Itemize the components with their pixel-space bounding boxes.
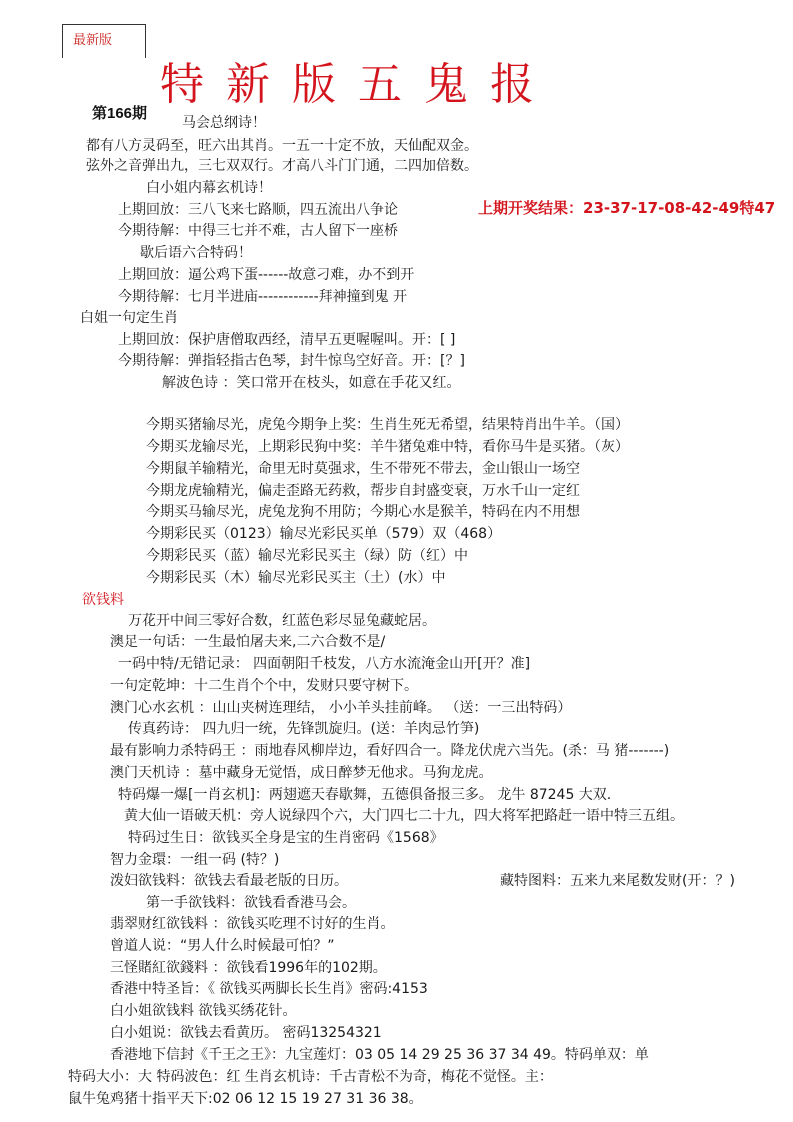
text-line: 黄大仙一语破天机：旁人说绿四个六，大门四七二十九，四大将军把路赶一语中特三五组。 bbox=[124, 808, 684, 824]
text-line: 三怪賭紅欲錢料 ：欲钱看1996年的102期。 bbox=[110, 960, 387, 976]
text-line: 智力金環：一组一码 (特？) bbox=[110, 852, 280, 868]
text-line: 白小姐说：欲钱去看黄历。 密码13254321 bbox=[110, 1025, 382, 1041]
text-line: 香港中特圣旨：《 欲钱买两脚长长生肖》密码:4153 bbox=[110, 981, 428, 997]
text-line: 第一手欲钱料：欲钱看香港马会。 bbox=[146, 895, 356, 911]
text-line: 今期待解：中得三七并不难，古人留下一座桥 bbox=[118, 223, 398, 239]
text-line: 白姐一句定生肖 bbox=[80, 310, 178, 326]
text-line: 今期彩民买（0123）输尽光彩民买单（579）双（468） bbox=[146, 526, 502, 542]
text-line: 今期彩民买（蓝）输尽光彩民买主（绿）防（红）中 bbox=[146, 548, 468, 564]
last-draw-result: 上期开奖结果：23-37-17-08-42-49特47 bbox=[478, 199, 776, 217]
text-line: 万花开中间三零好合数，红蓝色彩尽显兔藏蛇居。 bbox=[128, 613, 436, 629]
text-line: 鼠牛兔鸡猪十指平天下:02 06 12 15 19 27 31 36 38。 bbox=[68, 1091, 423, 1107]
text-line: 马会总纲诗！ bbox=[182, 115, 266, 131]
text-line: 今期鼠羊输精光，命里无时莫强求，生不带死不带去，金山银山一场空 bbox=[146, 461, 580, 477]
text-line: 澳门天机诗 ：墓中藏身无觉悟，成日醉梦无他求。马狗龙虎。 bbox=[110, 765, 493, 781]
text-line: 澳门心水玄机 ：山山夹树连理结， 小小羊头挂前峰。 （送：一三出特码） bbox=[110, 700, 572, 716]
text-line: 今期彩民买（木）输尽光彩民买主（土）(水）中 bbox=[146, 570, 446, 586]
text-line: 白小姐欲钱料 欲钱买绣花针。 bbox=[110, 1003, 297, 1019]
text-line: 特码大小：大 特码波色：红 生肖玄机诗：千古青松不为奇，梅花不觉怪。主： bbox=[68, 1069, 553, 1085]
page-title: 特新版五鬼报 bbox=[160, 59, 556, 110]
issue-number: 第166期 bbox=[92, 105, 148, 122]
text-line: 传真药诗： 四九归一统，先锋凯旋归。(送：羊肉忌竹笋) bbox=[128, 721, 480, 737]
text-line: 翡翠财红欲钱料 ：欲钱买吃理不讨好的生肖。 bbox=[110, 916, 395, 932]
text-line: 都有八方灵码至，旺六出其肖。一五一十定不放，天仙配双金。 bbox=[86, 138, 478, 154]
edition-badge-label: 最新版 bbox=[73, 33, 113, 48]
text-line: 特码过生日：欲钱买全身是宝的生肖密码《1568》 bbox=[128, 830, 444, 846]
text-line: 藏特图料：五来九来尾数发财(开：？) bbox=[500, 873, 735, 889]
text-line: 香港地下信封《千王之王》：九宝莲灯：03 05 14 29 25 36 37 34 49。特码单双：单 bbox=[110, 1047, 649, 1063]
text-line: 上期回放：保护唐僧取西经，清早五更喔喔叫。开：[ ] bbox=[118, 332, 456, 348]
text-line: 澳足一句话：一生最怕屠夫来,二六合数不是/ bbox=[110, 634, 386, 650]
text-line: 歇后语六合特码！ bbox=[140, 245, 252, 261]
text-line: 今期买马输尽光，虎兔龙狗不用防；今期心水是猴羊，特码在内不用想 bbox=[146, 504, 580, 520]
section-heading: 欲钱料 bbox=[82, 592, 124, 608]
text-line: 上期回放：逼公鸡下蛋------故意刁难，办不到开 bbox=[118, 267, 415, 283]
text-line: 最有影响力杀特码王 ：雨地春风柳岸边，看好四合一。降龙伏虎六当先。(杀：马 猪-------) bbox=[110, 743, 670, 759]
text-line: 白小姐内幕玄机诗！ bbox=[146, 180, 272, 196]
text-line: 泼妇欲钱料：欲钱去看最老版的日历。 bbox=[110, 873, 348, 889]
edition-badge bbox=[62, 24, 146, 58]
text-line: 解波色诗 ：笑口常开在枝头，如意在手花又红。 bbox=[162, 375, 461, 391]
text-line: 一码中特/无错记录： 四面朝阳千枝发，八方水流淹金山开[开？准] bbox=[118, 656, 531, 672]
text-line: 特码爆一爆[一肖玄机]：两翅遮天春歇舞，五德俱备报三多。 龙牛 87245 大双. bbox=[118, 787, 612, 803]
text-line: 上期回放：三八飞来七路顺，四五流出八争论 bbox=[118, 202, 398, 218]
text-line: 曾道人说：“男人什么时候最可怕？” bbox=[110, 938, 335, 954]
text-line: 今期龙虎输精光，偏走歪路无药救，帮步自封盛变衰，万水千山一定红 bbox=[146, 483, 580, 499]
text-line: 一句定乾坤：十二生肖个个中，发财只要守树下。 bbox=[110, 678, 418, 694]
text-line: 弦外之音弹出九，三七双双行。才高八斗门门通，二四加倍数。 bbox=[86, 158, 478, 174]
text-line: 今期待解：弹指轻指古色琴，封牛惊鸟空好音。开：[？] bbox=[118, 353, 465, 369]
text-line: 今期待解：七月半进庙------------拜神撞到鬼 开 bbox=[118, 289, 408, 305]
text-line: 今期买猪输尽光，虎兔今期争上奖：生肖生死无希望，结果特肖出牛羊。（国） bbox=[146, 417, 629, 433]
text-line: 今期买龙输尽光，上期彩民狗中奖：羊牛猪兔难中特，看你马牛是买猪。（灰） bbox=[146, 439, 629, 455]
